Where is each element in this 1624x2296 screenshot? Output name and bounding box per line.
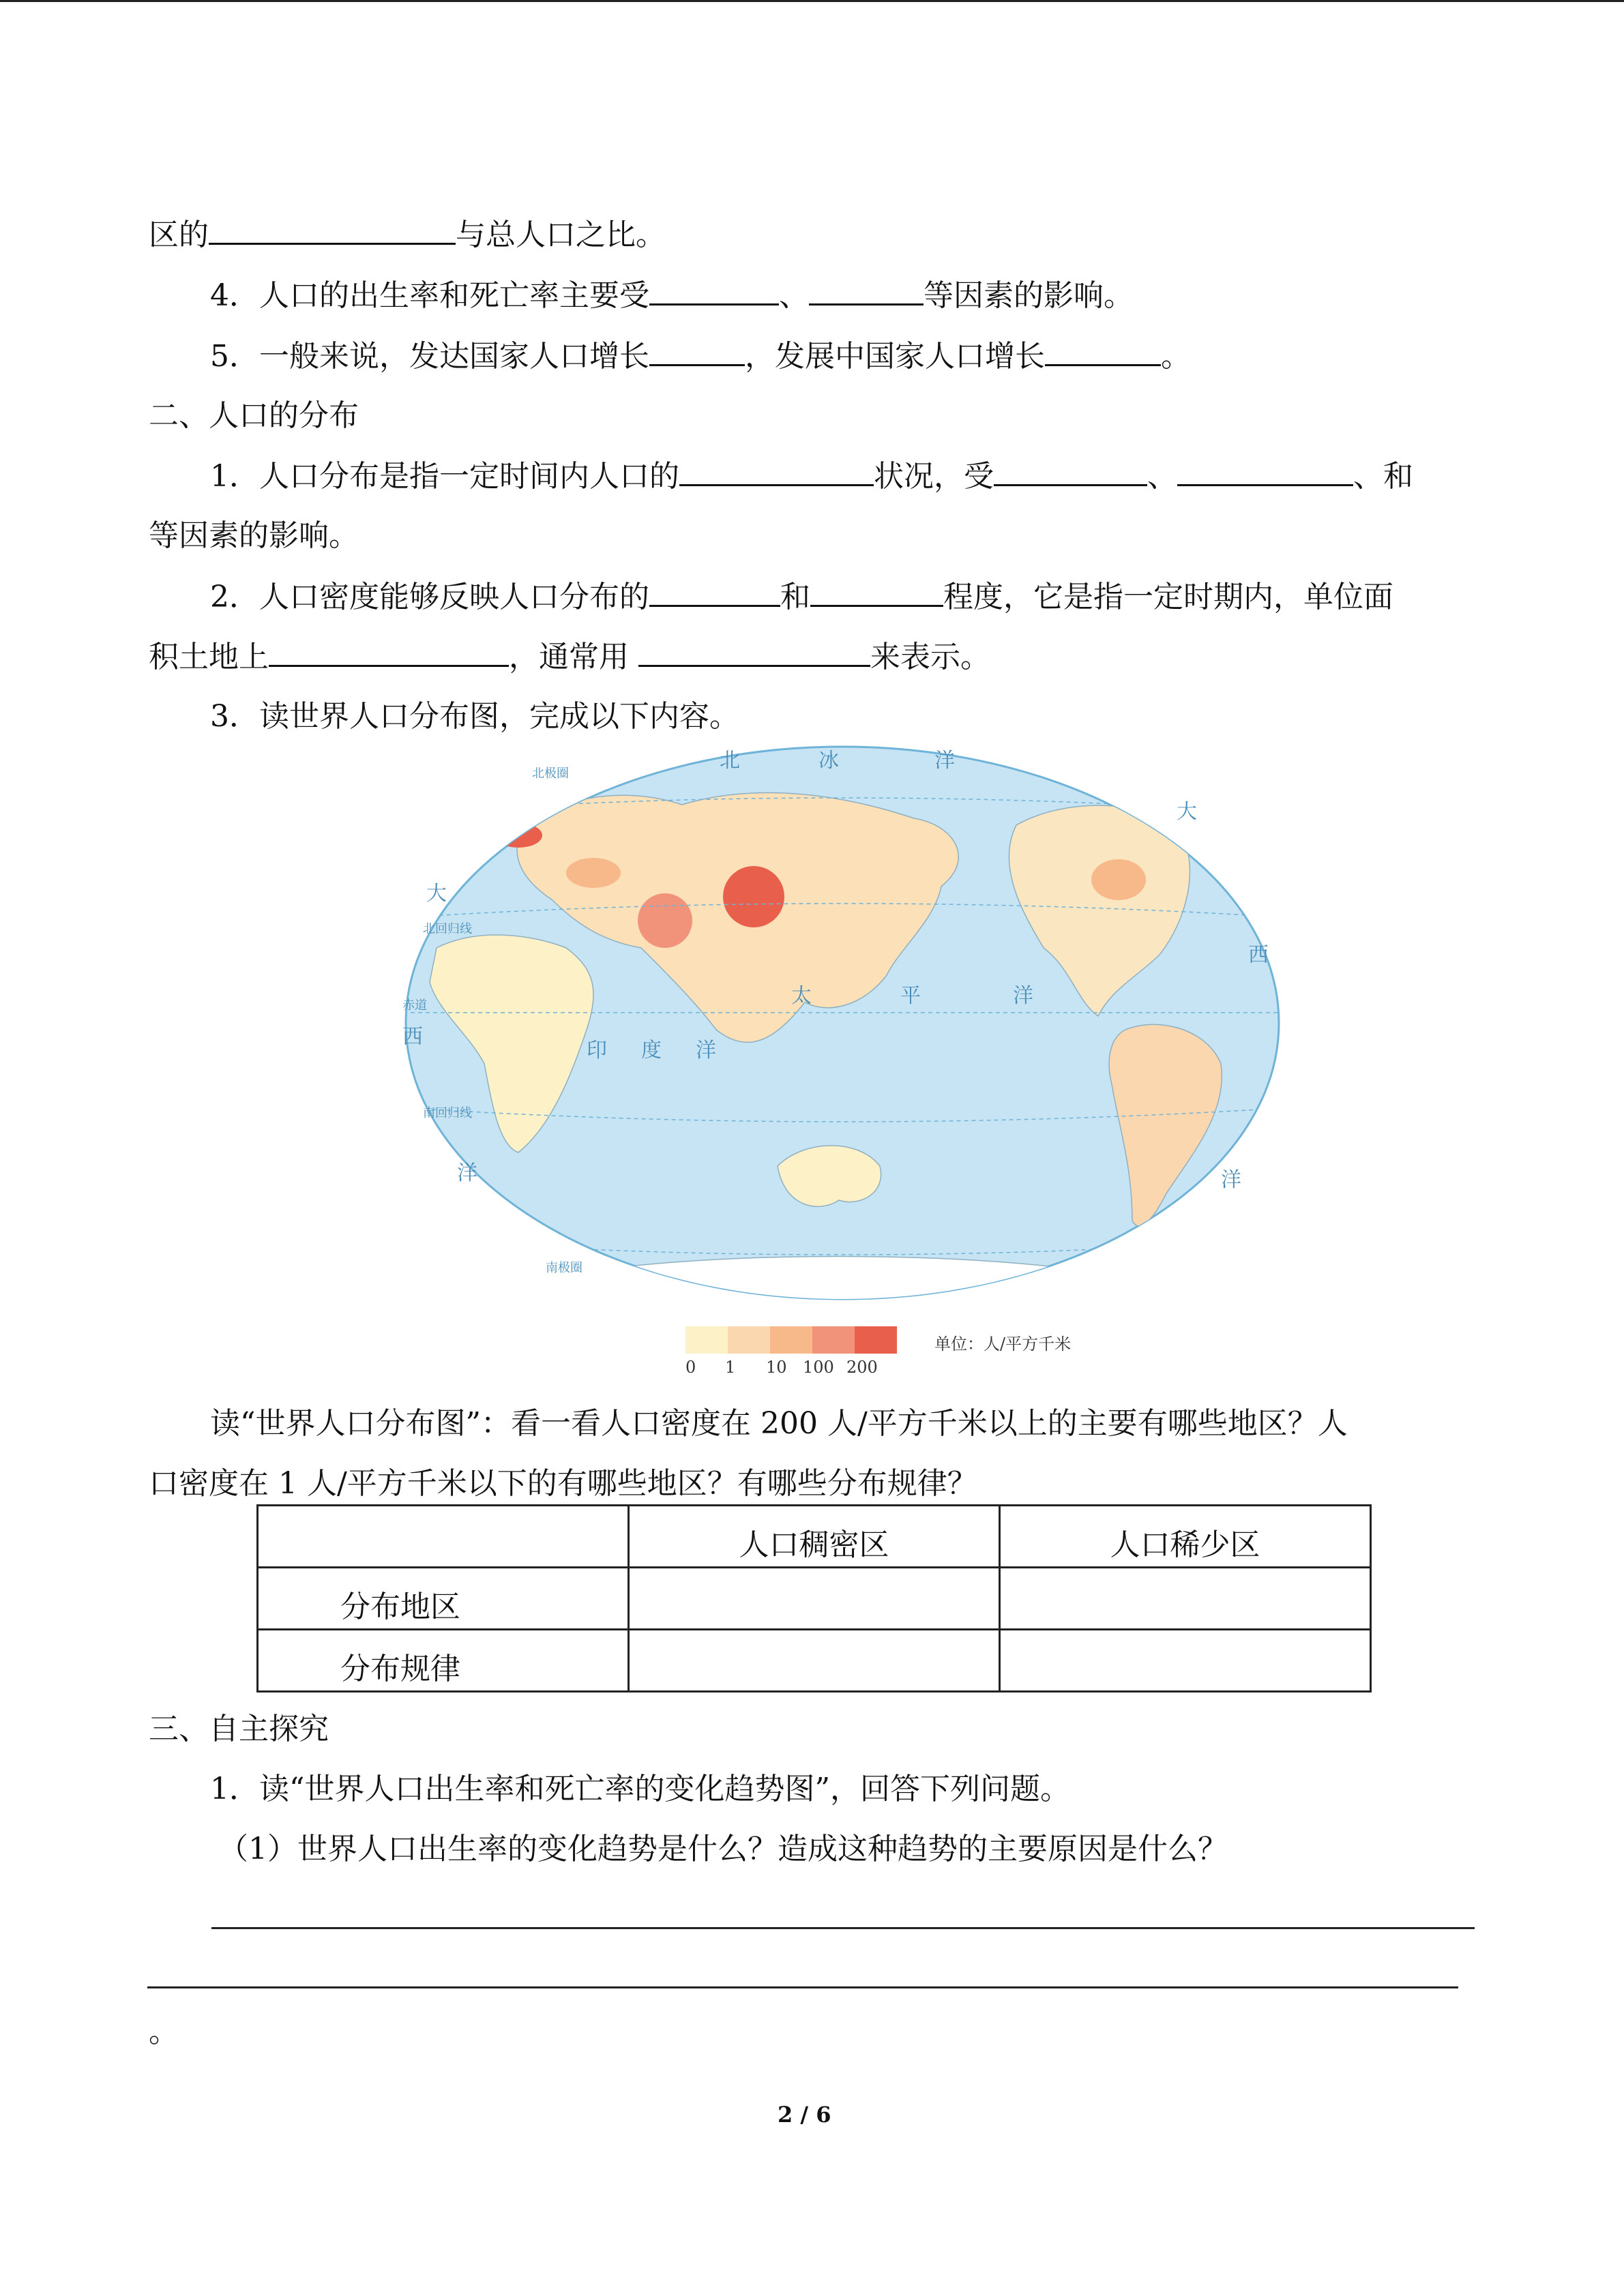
- text: ，发展中国家人口增长: [745, 339, 1045, 374]
- blank-field[interactable]: [649, 336, 745, 366]
- text: 程度，它是指一定时期内，单位面: [943, 580, 1393, 614]
- map-label: 洋: [1013, 984, 1033, 1008]
- blank-field[interactable]: [649, 275, 779, 305]
- line-q5: [210, 336, 1191, 377]
- map-label: 南极圈: [546, 1261, 582, 1275]
- map-label: 太: [791, 984, 812, 1008]
- map-label: 大: [426, 882, 447, 906]
- text: 、: [1147, 459, 1177, 494]
- row-label: 分布地区: [258, 1568, 629, 1630]
- map-label: 冰: [818, 749, 839, 773]
- middle-east: [566, 858, 621, 888]
- text: 。: [1161, 339, 1191, 374]
- legend-tick: 200: [846, 1358, 878, 1377]
- text: 1．人口分布是指一定时间内人口的: [210, 459, 679, 494]
- text: 积土地上: [149, 640, 269, 674]
- page-number: 2 / 6: [778, 2102, 831, 2128]
- blank-field[interactable]: [679, 456, 874, 486]
- table-row: [258, 1630, 1371, 1692]
- text: 区的: [149, 218, 209, 252]
- blank-field[interactable]: [269, 636, 509, 667]
- question-line-1: 读“世界人口分布图”：看一看人口密度在 200 人/平方千米以上的主要有哪些地区？人: [210, 1406, 1348, 1441]
- task-line-2: （1）世界人口出生率的变化趋势是什么？造成这种趋势的主要原因是什么？: [218, 1832, 1228, 1866]
- map-label: 赤道: [402, 998, 427, 1013]
- map-label: 洋: [1221, 1168, 1241, 1192]
- table-header-row: [258, 1506, 1371, 1568]
- map-label: 洋: [457, 1161, 477, 1185]
- map-label: 洋: [696, 1039, 716, 1062]
- text: 等因素的影响。: [924, 278, 1134, 313]
- text: 4．人口的出生率和死亡率主要受: [210, 278, 649, 313]
- blank-field[interactable]: [994, 456, 1147, 486]
- text: 、和: [1353, 459, 1413, 494]
- text: 2．人口密度能够反映人口分布的: [210, 580, 649, 614]
- text: 来表示。: [870, 640, 990, 674]
- answer-cell[interactable]: [1000, 1630, 1371, 1692]
- answer-cell[interactable]: [1000, 1568, 1371, 1630]
- table-header-cell: 人口稠密区: [629, 1506, 1000, 1568]
- line-q4: [210, 275, 1134, 316]
- end-mark: 。: [149, 2014, 179, 2049]
- map-label: 西: [402, 1025, 423, 1049]
- blank-field[interactable]: [649, 576, 780, 607]
- answer-line[interactable]: [147, 1986, 1458, 1988]
- row-label: 分布规律: [258, 1630, 629, 1692]
- map-label: 洋: [934, 749, 955, 773]
- section-3-title: 三、自主探究: [149, 1712, 329, 1746]
- line-density-2: [149, 636, 990, 678]
- line-factors: 等因素的影响。: [149, 518, 359, 553]
- map-label: 印: [587, 1039, 607, 1062]
- text: 状况，受: [874, 459, 994, 494]
- east-china-dense: [723, 866, 784, 927]
- blank-field[interactable]: [809, 275, 924, 305]
- table-header-cell: 人口稀少区: [1000, 1506, 1371, 1568]
- us-east-dense: [1091, 859, 1146, 900]
- text: ，通常用: [509, 640, 638, 674]
- text: 和: [780, 580, 810, 614]
- map-label: 度: [641, 1039, 662, 1062]
- blank-field[interactable]: [209, 214, 456, 245]
- section-2-title: 二、人口的分布: [149, 398, 359, 433]
- legend-swatch: [812, 1326, 855, 1354]
- text: 5．一般来说，发达国家人口增长: [210, 339, 649, 374]
- legend-swatch: [855, 1326, 897, 1354]
- line-distribution: [210, 456, 1413, 497]
- answer-line[interactable]: [211, 1927, 1475, 1929]
- blank-field[interactable]: [1045, 336, 1161, 366]
- legend-tick: 10: [766, 1358, 787, 1377]
- legend-swatch: [728, 1326, 770, 1354]
- map-label: 大: [1177, 800, 1197, 824]
- table-header-cell: [258, 1506, 629, 1568]
- map-label: 西: [1248, 943, 1269, 967]
- table-row: [258, 1568, 1371, 1630]
- legend-unit: 单位：人/平方千米: [934, 1335, 1072, 1354]
- answer-cell[interactable]: [629, 1568, 1000, 1630]
- map-label: 北极圈: [532, 766, 569, 781]
- blank-field[interactable]: [1177, 456, 1353, 486]
- map-label: 南回归线: [423, 1106, 472, 1120]
- world-population-map: [396, 743, 1289, 1309]
- legend-tick: 0: [685, 1358, 696, 1377]
- india-dense: [638, 893, 692, 948]
- distribution-table: [256, 1504, 1372, 1693]
- legend-swatch: [770, 1326, 812, 1354]
- europe-dense: [494, 823, 542, 848]
- line-ratio: [149, 214, 666, 256]
- task-line-1: 1．读“世界人口出生率和死亡率的变化趋势图”，回答下列问题。: [210, 1772, 1070, 1806]
- map-label: 北: [720, 749, 740, 773]
- line-map-intro: 3．读世界人口分布图，完成以下内容。: [210, 699, 739, 734]
- map-label: 北回归线: [423, 922, 472, 936]
- map-label: 平: [900, 984, 921, 1008]
- line-density: [210, 576, 1393, 618]
- question-line-2: 口密度在 1 人/平方千米以下的有哪些地区？有哪些分布规律？: [149, 1466, 977, 1501]
- blank-field[interactable]: [638, 636, 870, 667]
- legend-tick: 100: [803, 1358, 834, 1377]
- legend-tick: 1: [725, 1358, 736, 1377]
- legend-swatch: [685, 1326, 728, 1354]
- text: 、: [779, 278, 809, 313]
- text: 与总人口之比。: [456, 218, 666, 252]
- answer-cell[interactable]: [629, 1630, 1000, 1692]
- top-border: [0, 0, 1624, 2]
- blank-field[interactable]: [810, 576, 943, 607]
- australia: [778, 1146, 881, 1206]
